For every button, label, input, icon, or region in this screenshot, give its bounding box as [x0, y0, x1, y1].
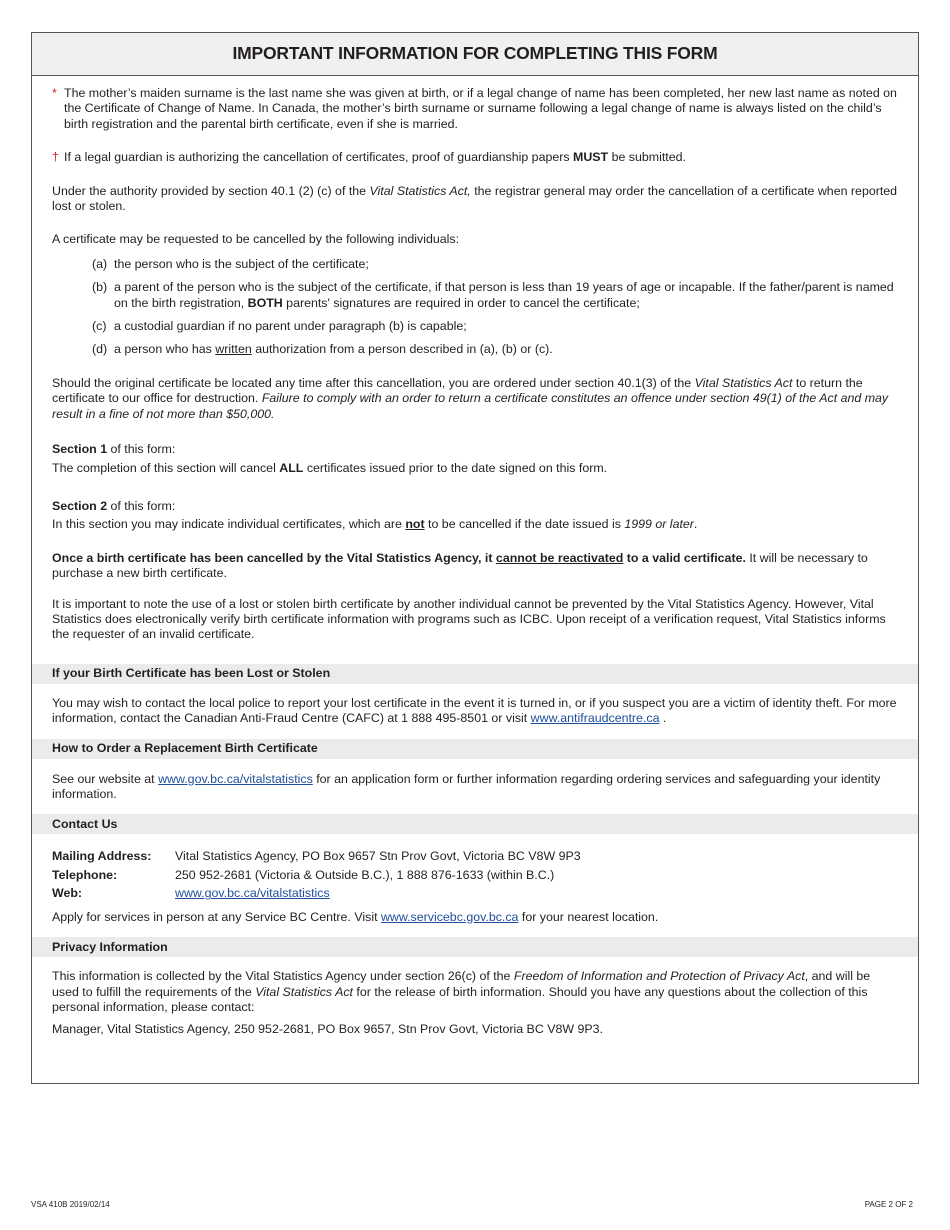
privacy-paragraph: This information is collected by the Vital Statistics Agency under section 26(c) of the Freedom of Information and Protection of Privacy Act, and will be used to fulfill the requirements of the Vital Statistics Act for the release of birth information. Should you have any questions about the collection of this personal information, please contact: — [52, 969, 871, 1015]
replacement-heading: How to Order a Replacement Birth Certificate — [32, 739, 918, 759]
form-frame — [31, 32, 919, 1084]
servicebc-link[interactable]: www.servicebc.gov.bc.ca — [380, 909, 519, 924]
privacy-heading: Privacy Information — [32, 937, 918, 957]
page-number: PAGE 2 OF 2 — [864, 1200, 913, 1209]
apply-paragraph: Apply for services in person at any Service BC Centre. Visit www.servicebc.gov.bc.ca for your nearest location. — [52, 909, 659, 924]
dagger-text: If a legal guardian is authorizing the cancellation of certificates, proof of guardianship papers — [64, 150, 574, 165]
contact-heading: Contact Us — [32, 814, 918, 834]
dagger-note — [52, 150, 898, 165]
page-title: IMPORTANT INFORMATION FOR COMPLETING THIS FORM — [232, 43, 718, 64]
section2-info: Section 2 of this form: In this section you may indicate individual certificates, which are not to be cancelled if the date issued is 1999 or later. — [52, 498, 698, 532]
section1-info: Section 1 of this form: The completion of this section will cancel ALL certificates issued prior to the date signed on this form. — [52, 442, 608, 475]
dagger-bold: MUST — [573, 150, 609, 165]
lost-note-paragraph: It is important to note the use of a lost or stolen birth certificate by another individual cannot be prevented by the Vital Statistics Agency. However, Vital Statistics does electronically verify birth certificate information with programs such as ICBC. Upon receipt of a verification request, Vital Statistics informs the requester of an invalid certificate. — [52, 596, 886, 642]
list-item: (d) a person who has written authorization from a person described in (a), (b) or (c). — [92, 342, 553, 357]
web-link[interactable]: www.gov.bc.ca/vitalstatistics — [175, 886, 330, 901]
title-bar — [32, 33, 918, 76]
lost-stolen-paragraph: You may wish to contact the local police to report your lost certificate in the event it is turned in, or if you suspect you are a victim of identity theft. For more information, contact the Canadian Anti-Fraud Centre (CAFC) at 1 888 495-8501 or visit www.antifraudcentre.ca . — [52, 695, 897, 726]
individuals-intro: A certificate may be requested to be cancelled by the following individuals: — [52, 232, 460, 247]
dagger-mark: † — [52, 150, 59, 165]
mailing-row: Mailing Address: Vital Statistics Agency, PO Box 9657 Stn Prov Govt, Victoria BC V8W 9P3 — [52, 849, 581, 864]
individuals-list — [92, 257, 898, 358]
telephone-row: Telephone: 250 952-2681 (Victoria & Outside B.C.), 1 888 876-1633 (within B.C.) — [52, 867, 555, 882]
web-row: Web: www.gov.bc.ca/vitalstatistics — [52, 884, 898, 903]
replacement-paragraph: See our website at www.gov.bc.ca/vitalstatistics for an application form or further information regarding ordering services and safeguarding your identity information. — [52, 771, 881, 801]
dagger-text-end: be submitted. — [608, 150, 686, 165]
list-item: (c) a custodial guardian if no parent under paragraph (b) is capable; — [92, 319, 467, 334]
content — [32, 86, 918, 1037]
list-item: (a) the person who is the subject of the certificate; — [92, 256, 369, 271]
asterisk-text: The mother’s maiden surname is the last name she was given at birth, or if a legal change of name has been completed, her new last name as noted on the Certificate of Change of Name. In Canada, the mother’s birth surname or surname following a legal change of name is always listed on the child’s birth registration and the parental birth certificate, even if she is married. — [64, 86, 897, 131]
asterisk-mark: * — [52, 86, 57, 100]
vitalstatistics-link[interactable]: www.gov.bc.ca/vitalstatistics — [158, 771, 313, 786]
return-order-paragraph: Should the original certificate be located any time after this cancellation, you are ordered under section 40.1(3) of the Vital Statistics Act to return the certificate to our office for destruction. Failure to comply with an order to return a certificate constitutes an offence under section 49(1) of the Act and may result in a fine of not more than $50,000. — [52, 375, 889, 421]
antifraud-link[interactable]: www.antifraudcentre.ca — [530, 711, 660, 726]
reactivation-paragraph: Once a birth certificate has been cancelled by the Vital Statistics Agency, it cannot be reactivated to a valid certificate. It will be necessary to purchase a new birth certificate. — [52, 550, 868, 581]
form-id: VSA 410B 2019/02/14 — [31, 1200, 110, 1209]
lost-stolen-heading: If your Birth Certificate has been Lost or Stolen — [32, 664, 918, 684]
act-name: Vital Statistics Act, — [369, 183, 471, 198]
list-item: (b) a parent of the person who is the subject of the certificate, if that person is less than 19 years of age or incapable. If the father/parent is named on the birth registration, BOTH parents' signatures are required in order to cancel the certificate; — [92, 280, 894, 310]
privacy-contact-line: Manager, Vital Statistics Agency, 250 952-2681, PO Box 9657, Stn Prov Govt, Victoria BC V8W 9P3. — [52, 1021, 603, 1036]
contact-details — [52, 847, 898, 903]
asterisk-note — [52, 86, 898, 132]
authority-paragraph: Under the authority provided by section 40.1 (2) (c) of the Vital Statistics Act, the registrar general may order the cancellation of a certificate when reported lost or stolen. — [52, 183, 898, 214]
